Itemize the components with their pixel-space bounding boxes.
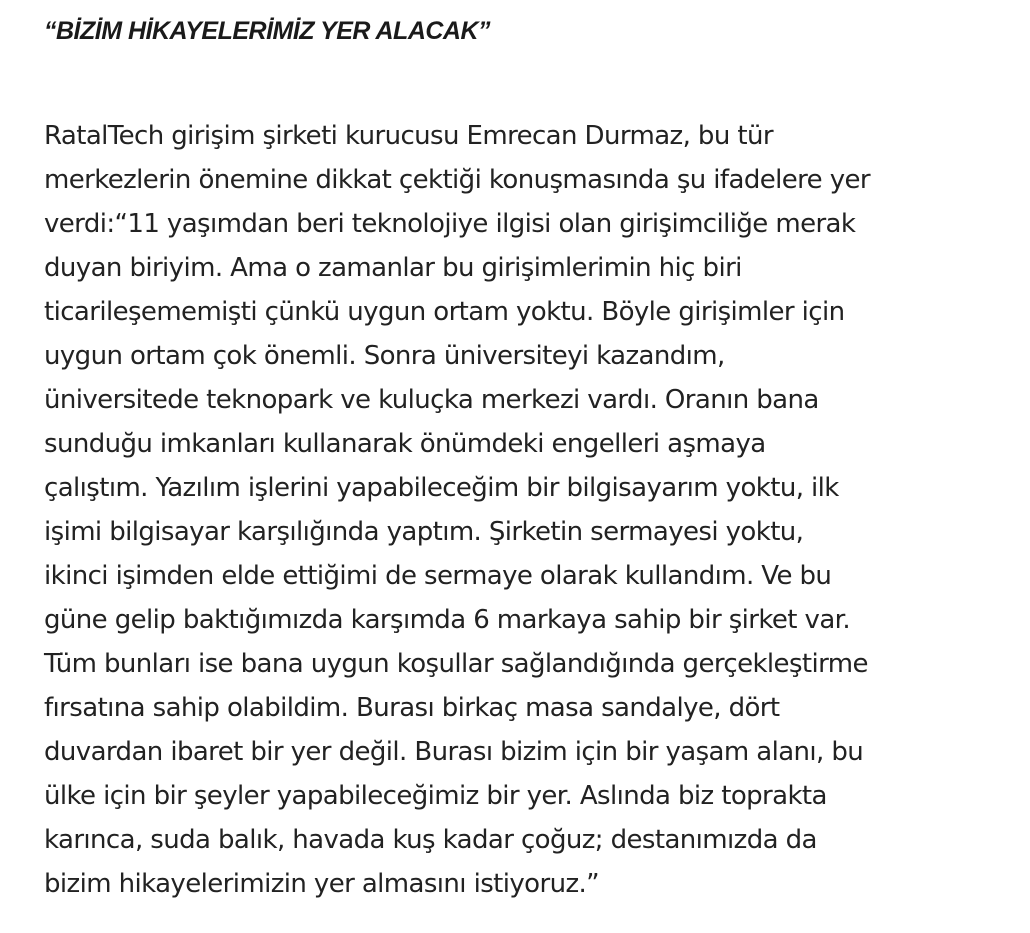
paragraph-line: çalıştım. Yazılım işlerini yapabileceğim bir bilgisayarım yoktu, ilk [44,473,839,503]
paragraph-line: üniversitede teknopark ve kuluçka merkezi vardı. Oranın bana [44,385,819,415]
article-paragraph [44,114,1004,906]
paragraph-line: duyan biriyim. Ama o zamanlar bu girişimlerimin hiç biri [44,253,742,283]
paragraph-line: ticarileşememişti çünkü uygun ortam yoktu. Böyle girişimler için [44,297,845,327]
paragraph-line: bizim hikayelerimizin yer almasını istiyoruz.” [44,869,600,899]
paragraph-line: uygun ortam çok önemli. Sonra üniversiteyi kazandım, [44,341,725,371]
paragraph-line: ikinci işimden elde ettiğimi de sermaye olarak kullandım. Ve bu [44,561,832,591]
paragraph-line: duvardan ibaret bir yer değil. Burası bizim için bir yaşam alanı, bu [44,737,864,767]
paragraph-line: güne gelip baktığımızda karşımda 6 markaya sahip bir şirket var. [44,605,851,635]
paragraph-line: verdi:“11 yaşımdan beri teknolojiye ilgisi olan girişimciliğe merak [44,209,856,239]
article-headline: “BİZİM HİKAYELERİMİZ YER ALACAK” [44,17,491,45]
paragraph-line: Tüm bunları ise bana uygun koşullar sağlandığında gerçekleştirme [44,649,868,679]
paragraph-line: merkezlerin önemine dikkat çektiği konuşmasında şu ifadelere yer [44,165,870,195]
paragraph-line: fırsatına sahip olabildim. Burası birkaç masa sandalye, dört [44,693,780,723]
paragraph-line: karınca, suda balık, havada kuş kadar çoğuz; destanımızda da [44,825,817,855]
paragraph-line: işimi bilgisayar karşılığında yaptım. Şirketin sermayesi yoktu, [44,517,804,547]
paragraph-line: RatalTech girişim şirketi kurucusu Emrecan Durmaz, bu tür [44,121,773,151]
paragraph-line: ülke için bir şeyler yapabileceğimiz bir yer. Aslında biz toprakta [44,781,827,811]
article [44,0,1004,906]
paragraph-line: sunduğu imkanları kullanarak önümdeki engelleri aşmaya [44,429,766,459]
